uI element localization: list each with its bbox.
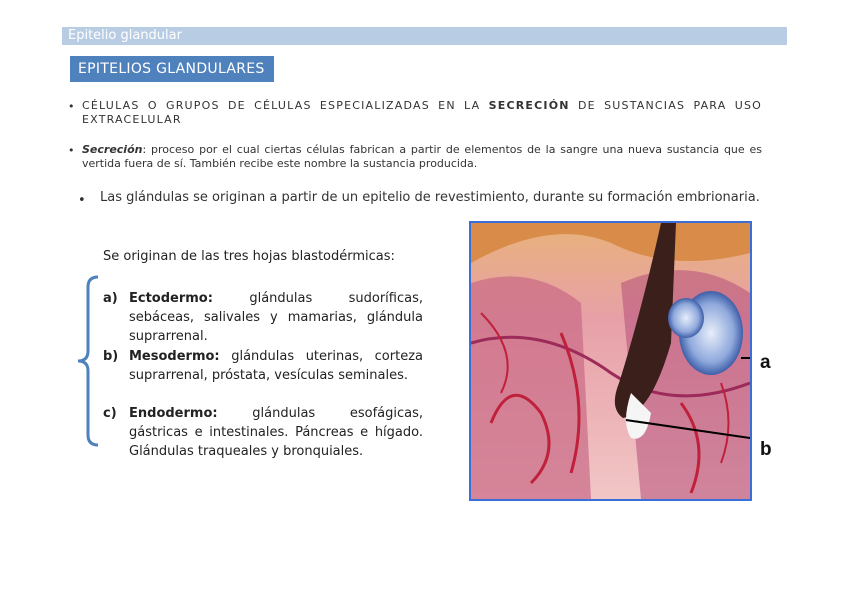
item-marker: b) <box>103 349 119 364</box>
item-term: Ectodermo: <box>129 291 213 306</box>
glandulas-text: Las glándulas se originan a partir de un epitelio de revestimiento, durante su formación embrionaria. <box>100 190 760 205</box>
header-bar <box>62 27 787 45</box>
header-title: Epitelio glandular <box>68 28 182 43</box>
list-item <box>103 404 423 461</box>
bullet-celulas <box>82 99 762 127</box>
figure-label-a: a <box>760 352 771 373</box>
secrecion-text: : proceso por el cual ciertas células fabrican a partir de elementos de la sangre una nueva sustancia que es vertida fuera de sí. También recibe este nombre la sustancia producida. <box>82 143 762 170</box>
list-item <box>103 289 423 346</box>
bullet-celulas-bold: SECRECIÓN <box>488 99 570 112</box>
skin-gland-drawing <box>471 223 750 499</box>
curly-brace <box>72 275 102 447</box>
item-marker: a) <box>103 291 118 306</box>
item-text: glándulas uterinas, corteza suprarrenal, próstata, vesículas seminales. <box>129 349 423 383</box>
skin-gland-illustration <box>469 221 752 501</box>
hojas-title: Se originan de las tres hojas blastodérmicas: <box>103 249 395 264</box>
secrecion-term: Secreción <box>82 143 143 156</box>
bullet-secrecion <box>82 143 762 171</box>
bullet-dot: • <box>68 100 75 113</box>
item-marker: c) <box>103 406 117 421</box>
section-title-text: EPITELIOS GLANDULARES <box>78 61 265 77</box>
bullet-dot: • <box>68 144 75 157</box>
figure-label-b: b <box>760 439 772 460</box>
bullet-dot: • <box>78 193 86 208</box>
bullet-celulas-prefix: CÉLULAS O GRUPOS DE CÉLULAS ESPECIALIZADAS EN LA <box>82 99 481 112</box>
section-title <box>70 56 274 82</box>
bullet-glandulas <box>100 191 780 205</box>
list-item <box>103 347 423 385</box>
bullet-celulas-suffix: DE SUSTANCIAS PARA USO EXTRACELULAR <box>82 99 763 126</box>
item-text: glándulas esofágicas, gástricas e intestinales. Páncreas e hígado. Glándulas traqueales y bronquiales. <box>129 406 423 459</box>
item-term: Endodermo: <box>129 406 218 421</box>
item-text: glándulas sudoríficas, sebáceas, salivales y mamarias, glándula suprarrenal. <box>129 291 423 344</box>
item-term: Mesodermo: <box>129 349 220 364</box>
